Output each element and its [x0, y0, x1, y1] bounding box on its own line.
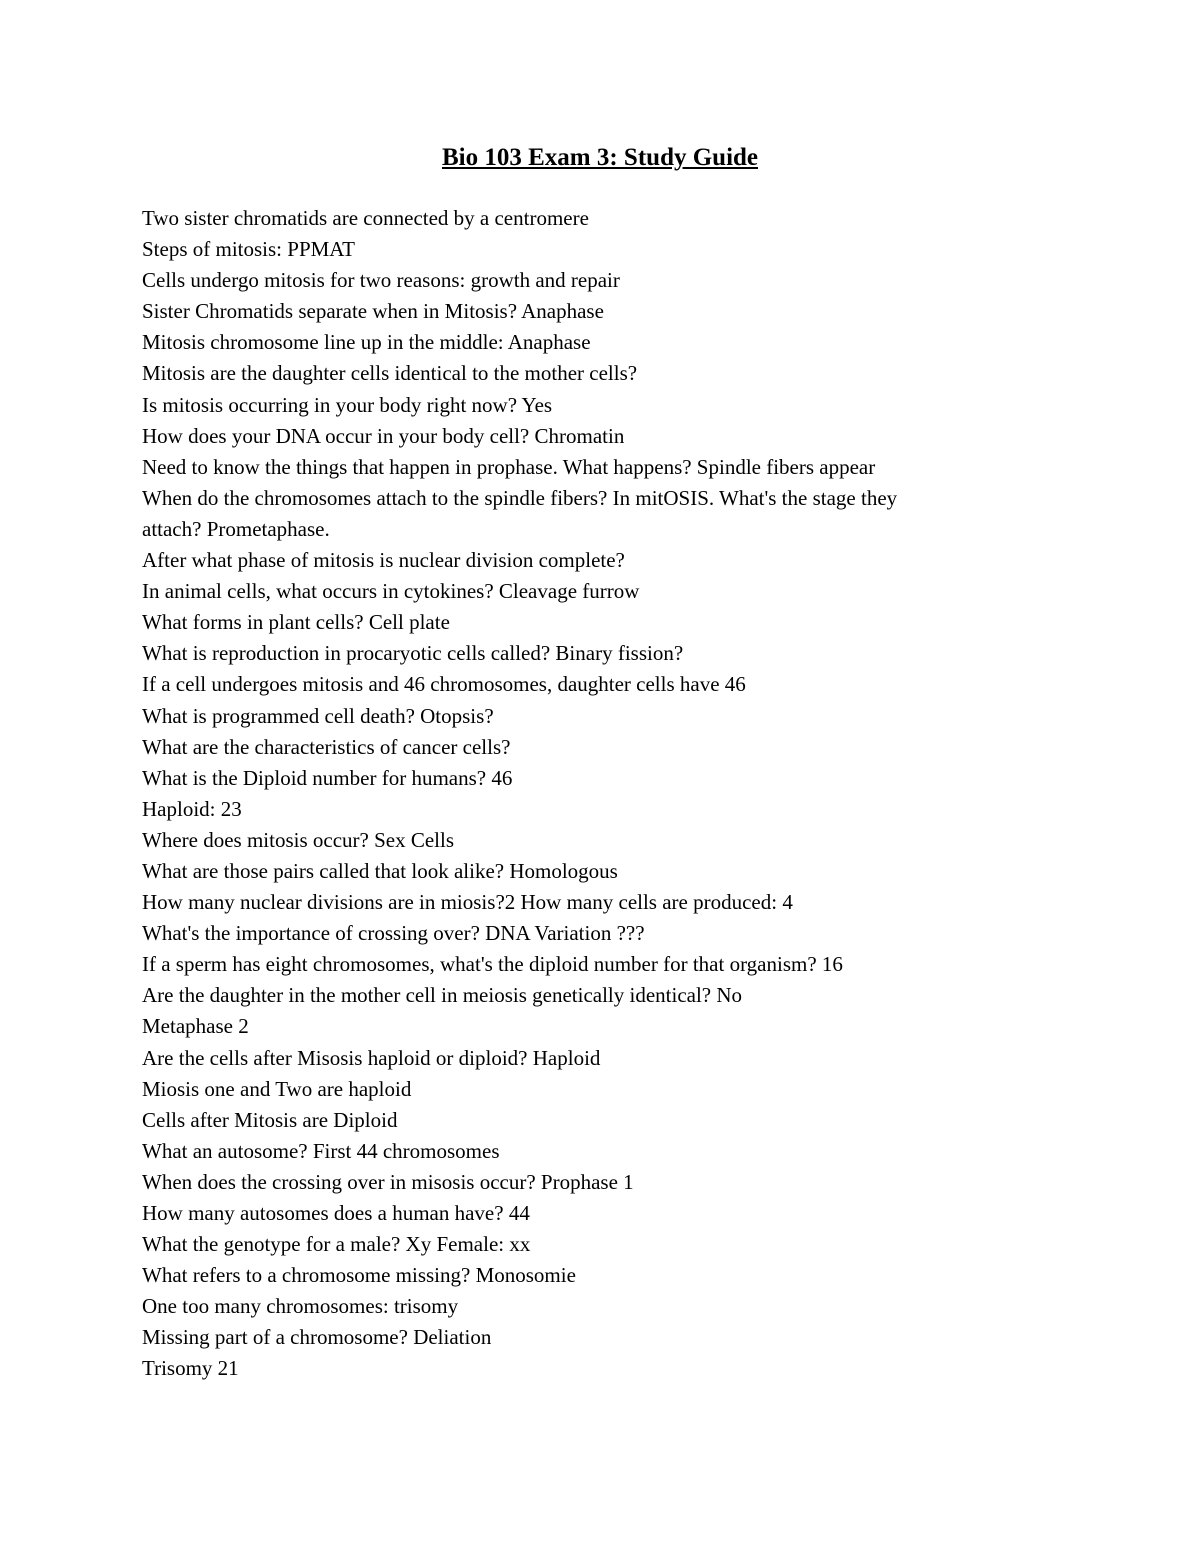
study-guide-line: Steps of mitosis: PPMAT: [142, 237, 355, 262]
study-guide-line: Cells after Mitosis are Diploid: [142, 1107, 398, 1132]
study-guide-line: How many nuclear divisions are in miosis?2 How many cells are produced: 4: [142, 890, 793, 915]
study-guide-line: If a cell undergoes mitosis and 46 chromosomes, daughter cells have 46: [142, 672, 746, 697]
study-guide-line: What is the Diploid number for humans? 46: [142, 765, 513, 790]
study-guide-line: How does your DNA occur in your body cell? Chromatin: [142, 423, 625, 448]
study-guide-line: Miosis one and Two are haploid: [142, 1076, 412, 1101]
study-guide-line: One too many chromosomes: trisomy: [142, 1294, 459, 1319]
study-guide-line: What are the characteristics of cancer cells?: [142, 734, 511, 759]
study-guide-line: What is reproduction in procaryotic cells called? Binary fission?: [142, 641, 684, 666]
study-guide-line: Mitosis are the daughter cells identical to the mother cells?: [142, 361, 638, 386]
study-guide-line: What refers to a chromosome missing? Monosomie: [142, 1263, 576, 1288]
study-guide-line: When does the crossing over in misosis occur? Prophase 1: [142, 1169, 634, 1194]
study-guide-line: attach? Prometaphase.: [142, 516, 330, 541]
study-guide-line: Two sister chromatids are connected by a centromere: [142, 206, 589, 230]
study-guide-line: In animal cells, what occurs in cytokines? Cleavage furrow: [142, 579, 640, 604]
study-guide-line: What an autosome? First 44 chromosomes: [142, 1138, 500, 1163]
study-guide-line: How many autosomes does a human have? 44: [142, 1201, 530, 1225]
study-guide-line: What are those pairs called that look alike? Homologous: [142, 858, 618, 883]
study-guide-list: [142, 203, 1042, 1385]
study-guide-line: Sister Chromatids separate when in Mitosis? Anaphase: [142, 299, 604, 324]
page-title: Bio 103 Exam 3: Study Guide: [441, 144, 759, 171]
study-guide-line: What's the importance of crossing over? DNA Variation ???: [142, 921, 645, 946]
study-guide-line: Are the cells after Misosis haploid or diploid? Haploid: [142, 1045, 601, 1070]
study-guide-line: After what phase of mitosis is nuclear division complete?: [142, 548, 625, 573]
study-guide-line: Are the daughter in the mother cell in meiosis genetically identical? No: [142, 983, 743, 1008]
study-guide-line: Mitosis chromosome line up in the middle: Anaphase: [142, 330, 591, 355]
study-guide-line: What is programmed cell death? Otopsis?: [142, 703, 494, 728]
study-guide-line: Where does mitosis occur? Sex Cells: [142, 827, 455, 852]
study-guide-line: Trisomy 21: [142, 1356, 239, 1381]
study-guide-line: What forms in plant cells? Cell plate: [142, 610, 450, 635]
study-guide-line: Metaphase 2: [142, 1014, 249, 1039]
study-guide-line: Need to know the things that happen in prophase. What happens? Spindle fibers appear: [142, 454, 876, 479]
study-guide-line: When do the chromosomes attach to the spindle fibers? In mitOSIS. What's the stage they: [142, 485, 898, 510]
study-guide-line: Missing part of a chromosome? Deliation: [142, 1325, 492, 1350]
study-guide-line: What the genotype for a male? Xy Female: xx: [142, 1232, 531, 1257]
study-guide-line: Haploid: 23: [142, 796, 242, 821]
study-guide-line: If a sperm has eight chromosomes, what's the diploid number for that organism? 16: [142, 952, 843, 977]
study-guide-line: Cells undergo mitosis for two reasons: growth and repair: [142, 268, 620, 293]
study-guide-line: Is mitosis occurring in your body right now? Yes: [142, 392, 553, 417]
